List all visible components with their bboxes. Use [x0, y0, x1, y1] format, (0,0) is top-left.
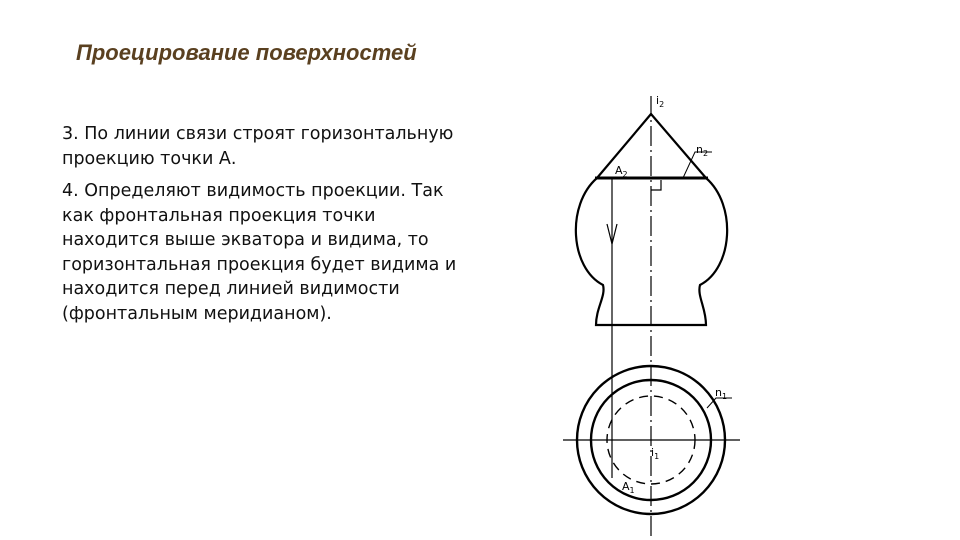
- label-n2: $n_2$: [696, 143, 709, 158]
- label-i2: $i_2$: [656, 94, 665, 109]
- label-a1: $A_1$: [622, 480, 635, 495]
- label-a2: $A_2$: [615, 164, 628, 179]
- n1-leader-line: [707, 398, 732, 408]
- step-4-paragraph: 4. Определяют видимость проекции. Так как фронтальная проекция точки находится выше экватора и видима, то горизонтальная проекция будет видима и находится перед линией видимости (фронтальным меридианом).: [62, 181, 457, 324]
- right-angle-marker: [651, 180, 661, 190]
- slide-title: Проецирование поверхностей: [76, 40, 417, 65]
- label-n1: $n_1$: [715, 386, 728, 401]
- step-3-paragraph: 3. По линии связи строят горизонтальную проекцию точки А.: [62, 124, 454, 169]
- label-i1: $i_1$: [651, 446, 660, 461]
